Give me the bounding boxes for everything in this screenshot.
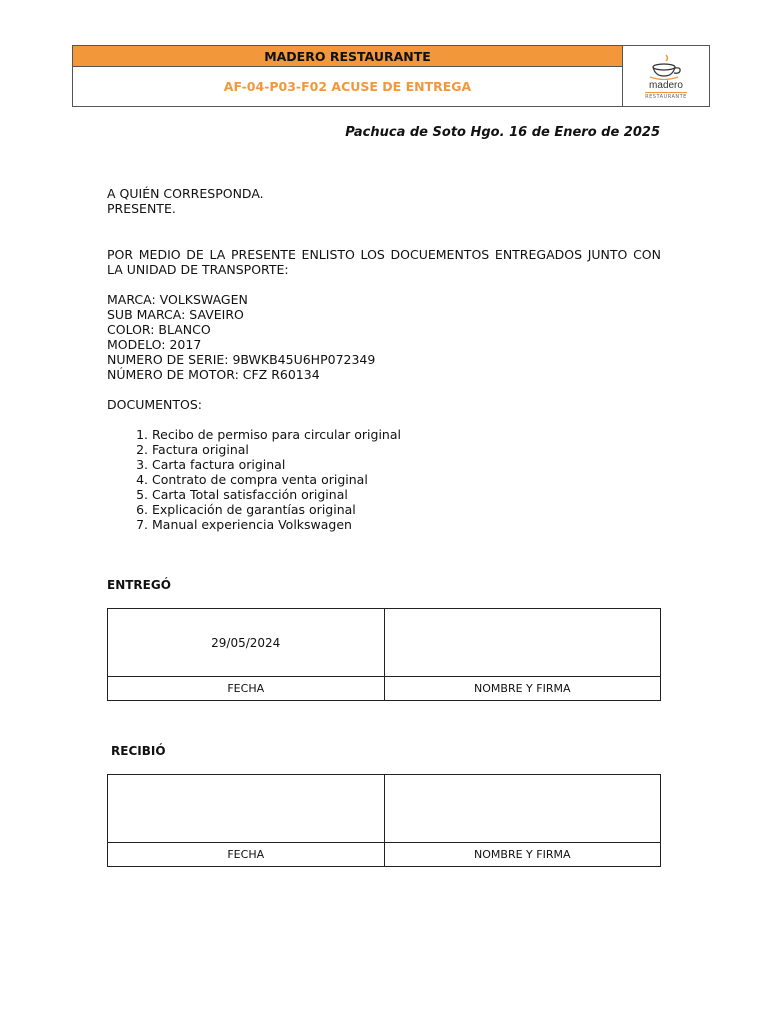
documents-list-block — [107, 427, 661, 532]
greeting-block — [107, 186, 661, 216]
delivered-label: ENTREGÓ — [107, 578, 171, 592]
vehicle-brand: MARCA: VOLKSWAGEN — [107, 292, 248, 307]
coffee-cup-icon — [646, 53, 686, 81]
intro-text: POR MEDIO DE LA PRESENTE ENLISTO LOS DOCUEMENTOS ENTREGADOS JUNTO CON LA UNIDAD DE TRANSPORTE: — [107, 247, 661, 277]
delivered-date-header: FECHA — [108, 677, 385, 701]
delivered-signature-cell — [384, 609, 661, 677]
vehicle-engine-number: NÚMERO DE MOTOR: CFZ R60134 — [107, 367, 320, 382]
list-item: 7. Manual experiencia Volkswagen — [152, 517, 661, 532]
received-date-header: FECHA — [108, 843, 385, 867]
company-logo — [623, 46, 709, 106]
vehicle-submodel: SUB MARCA: SAVEIRO — [107, 307, 244, 322]
vehicle-serial-number: NUMERO DE SERIE: 9BWKB45U6HP072349 — [107, 352, 376, 367]
documents-heading: DOCUMENTOS: — [107, 397, 202, 412]
received-table — [107, 774, 661, 867]
documents-label — [107, 397, 661, 412]
list-item: 3. Carta factura original — [152, 457, 661, 472]
form-code: AF-04-P03-F02 ACUSE DE ENTREGA — [223, 79, 472, 94]
vehicle-model-year: MODELO: 2017 — [107, 337, 202, 352]
vehicle-color: COLOR: BLANCO — [107, 322, 211, 337]
list-item: 1. Recibo de permiso para circular original — [152, 427, 661, 442]
company-name: MADERO RESTAURANTE — [73, 46, 622, 67]
intro-paragraph — [107, 247, 661, 277]
delivered-date-cell: 29/05/2024 — [108, 609, 385, 677]
document-header — [72, 45, 710, 107]
list-item: 4. Contrato de compra venta original — [152, 472, 661, 487]
header-text-block — [73, 46, 623, 106]
received-signature-cell — [384, 775, 661, 843]
place-date: Pachuca de Soto Hgo. 16 de Enero de 2025 — [345, 125, 660, 140]
list-item: 6. Explicación de garantías original — [152, 502, 661, 517]
delivered-signature-header: NOMBRE Y FIRMA — [384, 677, 661, 701]
greeting-line: A QUIÉN CORRESPONDA. — [107, 186, 264, 201]
logo-wordmark: madero — [649, 79, 683, 91]
received-label: RECIBIÓ — [111, 744, 166, 758]
logo-subtitle: RESTAURANTE — [645, 93, 687, 100]
received-date-cell — [108, 775, 385, 843]
greeting-line: PRESENTE. — [107, 201, 176, 216]
list-item: 2. Factura original — [152, 442, 661, 457]
vehicle-details — [107, 292, 661, 382]
delivered-table — [107, 608, 661, 701]
received-signature-header: NOMBRE Y FIRMA — [384, 843, 661, 867]
list-item: 5. Carta Total satisfacción original — [152, 487, 661, 502]
documents-list — [107, 427, 661, 532]
